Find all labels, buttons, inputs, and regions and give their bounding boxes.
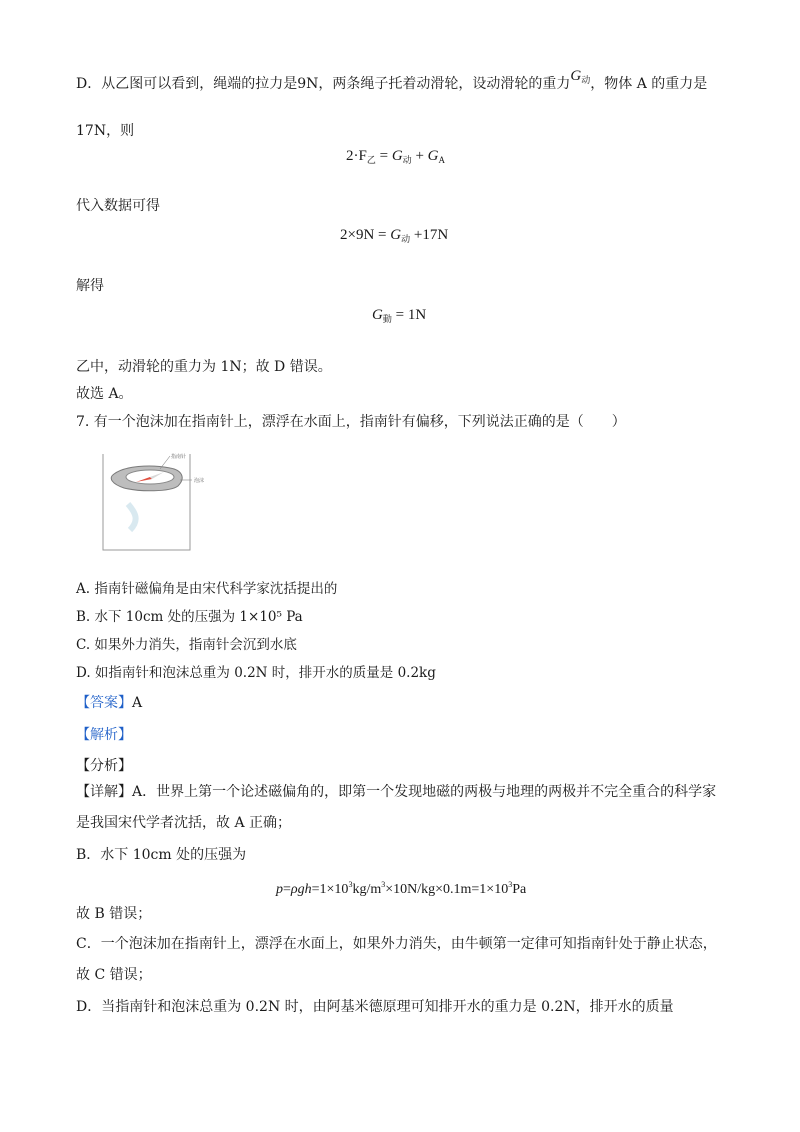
question-7-stem: 7. 有一个泡沫加在指南针上，漂浮在水面上，指南针有偏移，下列说法正确的是（ ） xyxy=(76,414,626,430)
text-substitute: 代入数据可得 xyxy=(76,198,160,214)
label-needle: 指南针 xyxy=(171,454,187,460)
conclusion-d-wrong: 乙中，动滑轮的重力为 1N；故 D 错误。 xyxy=(76,359,332,375)
detail-line-1: 【详解】A．世界上第一个论述磁偏角的，即第一个发现地磁的两极与地理的两极并不完全重合的科学家 xyxy=(76,784,717,800)
detail-line-2: 是我国宋代学者沈括，故 A 正确； xyxy=(76,815,292,831)
answer-line xyxy=(76,693,142,713)
compass-foam-figure xyxy=(100,452,230,552)
d-line: D．当指南针和泡沫总重为 0.2N 时，由阿基米德原理可知排开水的重力是 0.2N，排开水的质量 xyxy=(76,999,674,1015)
equation-2: $2\times 9N = G_动 +17N$ xyxy=(340,227,449,244)
pressure-equation: $p=\rho gh=1\times 10^3kg/m^3\times 10N/kg\times 0.1m=1\times 10^3Pa$ xyxy=(276,880,527,897)
d-paragraph-line2: 17N，则 xyxy=(76,123,135,139)
g-symbol: $G_动$ xyxy=(570,68,591,85)
option-d: D. 如指南针和泡沫总重为 0.2N 时，排开水的质量是 0.2kg xyxy=(76,665,436,681)
d-text-a: D．从乙图可以看到，绳端的拉力是9N，两条绳子托着动滑轮，设动滑轮的重力 xyxy=(76,76,571,92)
b-wrong: 故 B 错误； xyxy=(76,906,152,922)
equation-3: $G_動 = 1N$ xyxy=(372,307,427,324)
answer-value: A xyxy=(132,695,143,711)
c-line-1: C．一个泡沫加在指南针上，漂浮在水面上，如果外力消失，由牛顿第一定律可知指南针处于静止状态， xyxy=(76,936,717,952)
fenxi-tag: 【分析】 xyxy=(76,758,132,774)
text-solve: 解得 xyxy=(76,278,104,294)
b-pressure-line: B．水下 10cm 处的压强为 xyxy=(76,847,247,863)
option-b: B. 水下 10cm 处的压强为 1×10⁵ Pa xyxy=(76,609,303,625)
d-text-b: ，物体 A 的重力是 xyxy=(590,76,708,92)
c-line-2: 故 C 错误； xyxy=(76,967,152,983)
d-paragraph-line1 xyxy=(76,68,708,98)
option-a: A. 指南针磁偏角是由宋代科学家沈括提出的 xyxy=(76,581,338,597)
conclusion-choose-a: 故选 A。 xyxy=(76,386,133,402)
compass-foam-diagram xyxy=(100,452,230,552)
label-foam: 泡沫 xyxy=(194,478,205,484)
equation-1: $2\cdot F_乙 = G_动 + G_A$ xyxy=(346,148,445,165)
option-c: C. 如果外力消失，指南针会沉到水底 xyxy=(76,637,297,653)
answer-tag: 【答案】 xyxy=(76,695,132,711)
analysis-tag: 【解析】 xyxy=(76,727,132,743)
